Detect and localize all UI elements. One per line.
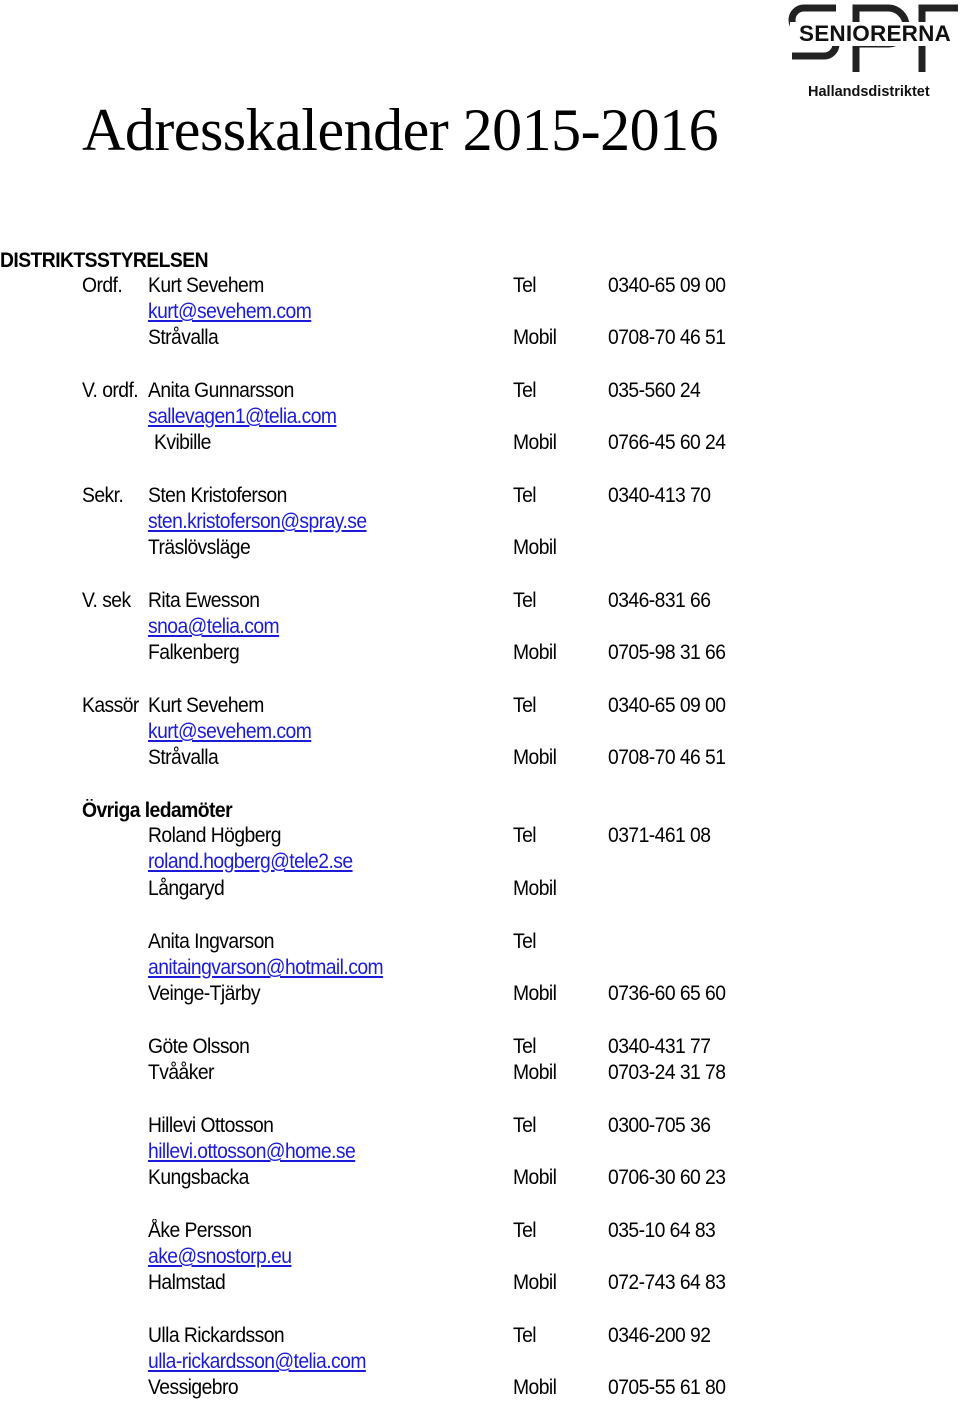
tel-label: Tel: [513, 484, 537, 507]
mobil-number: 0706-30 60 23: [608, 1166, 726, 1189]
mobil-label: Mobil: [513, 877, 557, 900]
member-place: Vessigebro: [148, 1376, 239, 1399]
mobil-label: Mobil: [513, 326, 557, 349]
board-place: Kvibille: [154, 431, 211, 454]
section-heading-others: Övriga ledamöter: [82, 799, 233, 822]
mobil-label: Mobil: [513, 1376, 557, 1399]
member-place: Kungsbacka: [148, 1166, 249, 1189]
tel-label: Tel: [513, 274, 537, 297]
mobil-number: 0708-70 46 51: [608, 746, 726, 769]
board-place: Falkenberg: [148, 641, 240, 664]
mobil-label: Mobil: [513, 982, 557, 1005]
tel-label: Tel: [513, 824, 537, 847]
member-place: Veinge-Tjärby: [148, 982, 261, 1005]
member-place: Långaryd: [148, 877, 225, 900]
mobil-label: Mobil: [513, 746, 557, 769]
tel-label: Tel: [513, 379, 537, 402]
spf-logo: [786, 0, 960, 104]
logo-org-name: SENIORERNA: [790, 22, 960, 46]
tel-number: 0346-831 66: [608, 589, 711, 612]
tel-number: 035-10 64 83: [608, 1219, 716, 1242]
mobil-label: Mobil: [513, 431, 557, 454]
board-name: Sten Kristoferson: [148, 484, 287, 507]
email-link[interactable]: anitaingvarson@hotmail.com: [148, 956, 384, 979]
member-name: Ulla Rickardsson: [148, 1324, 285, 1347]
page-title: Adresskalender 2015-2016: [82, 97, 719, 163]
board-place: Stråvalla: [148, 746, 219, 769]
tel-label: Tel: [513, 930, 537, 953]
mobil-number: 0708-70 46 51: [608, 326, 726, 349]
mobil-number: 0705-98 31 66: [608, 641, 726, 664]
board-name: Rita Ewesson: [148, 589, 260, 612]
member-name: Hillevi Ottosson: [148, 1114, 274, 1137]
mobil-number: 0703-24 31 78: [608, 1061, 726, 1084]
member-name: Roland Högberg: [148, 824, 281, 847]
board-place: Stråvalla: [148, 326, 219, 349]
email-link[interactable]: ulla-rickardsson@telia.com: [148, 1350, 366, 1373]
mobil-label: Mobil: [513, 536, 557, 559]
email-link[interactable]: hillevi.ottosson@home.se: [148, 1140, 356, 1163]
mobil-label: Mobil: [513, 1271, 557, 1294]
mobil-number: 0766-45 60 24: [608, 431, 726, 454]
email-link[interactable]: roland.hogberg@tele2.se: [148, 850, 353, 873]
mobil-label: Mobil: [513, 641, 557, 664]
board-name: Anita Gunnarsson: [148, 379, 294, 402]
tel-number: 0340-65 09 00: [608, 694, 726, 717]
tel-number: 0371-461 08: [608, 824, 711, 847]
member-name: Anita Ingvarson: [148, 930, 274, 953]
board-name: Kurt Sevehem: [148, 274, 264, 297]
member-place: Tvååker: [148, 1061, 214, 1084]
member-name: Åke Persson: [148, 1219, 252, 1242]
tel-number: 035-560 24: [608, 379, 701, 402]
mobil-label: Mobil: [513, 1166, 557, 1189]
email-link[interactable]: ake@snostorp.eu: [148, 1245, 292, 1268]
email-link[interactable]: kurt@sevehem.com: [148, 720, 312, 743]
mobil-number: 072-743 64 83: [608, 1271, 726, 1294]
email-link[interactable]: sten.kristoferson@spray.se: [148, 510, 367, 533]
mobil-number: 0736-60 65 60: [608, 982, 726, 1005]
tel-label: Tel: [513, 1114, 537, 1137]
tel-number: 0300-705 36: [608, 1114, 711, 1137]
board-role: Kassör: [82, 694, 139, 717]
board-role: V. sek: [82, 589, 131, 612]
email-link[interactable]: snoa@telia.com: [148, 615, 280, 638]
member-name: Göte Olsson: [148, 1035, 250, 1058]
board-place: Träslövsläge: [148, 536, 251, 559]
tel-number: 0340-431 77: [608, 1035, 711, 1058]
board-role: V. ordf.: [82, 379, 139, 402]
tel-number: 0346-200 92: [608, 1324, 711, 1347]
tel-number: 0340-413 70: [608, 484, 711, 507]
member-place: Halmstad: [148, 1271, 226, 1294]
tel-label: Tel: [513, 694, 537, 717]
tel-label: Tel: [513, 1035, 537, 1058]
tel-label: Tel: [513, 1219, 537, 1242]
tel-number: 0340-65 09 00: [608, 274, 726, 297]
board-name: Kurt Sevehem: [148, 694, 264, 717]
mobil-number: 0705-55 61 80: [608, 1376, 726, 1399]
board-role: Sekr.: [82, 484, 124, 507]
mobil-label: Mobil: [513, 1061, 557, 1084]
email-link[interactable]: sallevagen1@telia.com: [148, 405, 337, 428]
logo-district-name: Hallandsdistriktet: [808, 84, 930, 100]
board-role: Ordf.: [82, 274, 123, 297]
tel-label: Tel: [513, 1324, 537, 1347]
email-link[interactable]: kurt@sevehem.com: [148, 300, 312, 323]
section-heading-board: DISTRIKTSSTYRELSEN: [0, 249, 208, 272]
tel-label: Tel: [513, 589, 537, 612]
